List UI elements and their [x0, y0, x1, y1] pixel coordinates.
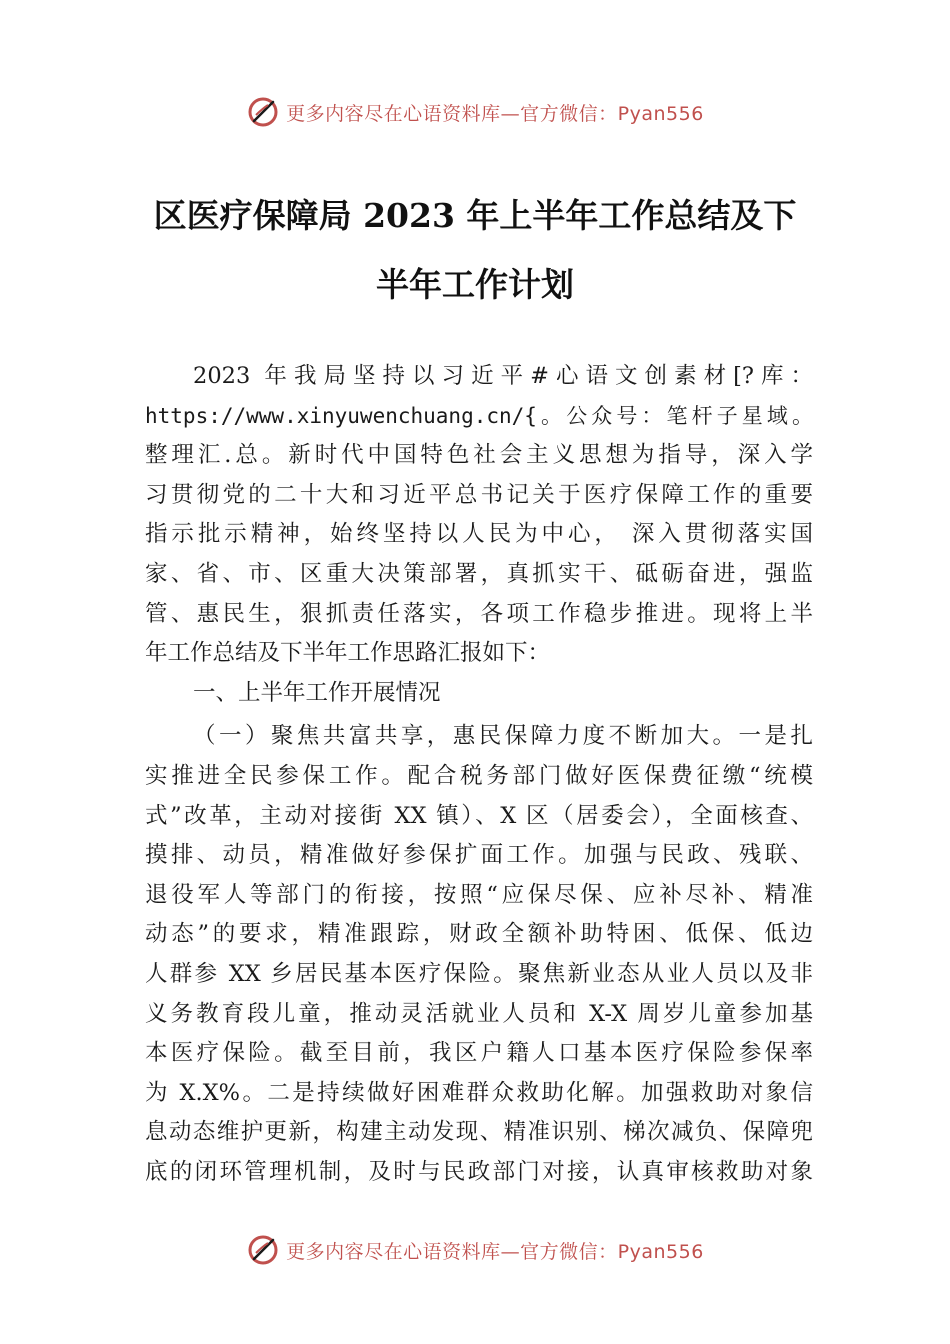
paragraph-line: 实推进全民参保工作。配合税务部门做好医保费征缴“统模: [145, 762, 813, 789]
pen-logo-icon: [246, 95, 280, 129]
wechat-id: Pyan556: [617, 102, 704, 125]
document-title-line1: 区医疗保障局 2023 年上半年工作总结及下: [153, 196, 797, 235]
watermark-banner-top: [0, 92, 950, 132]
paragraph-line: 2023 年我局坚持以习近平#心语文创素材[?库：: [193, 363, 813, 389]
paragraph-line: 底的闭环管理机制，及时与民政部门对接，认真审核救助对象: [145, 1158, 813, 1185]
document-title-line2: 半年工作计划: [376, 265, 574, 304]
paragraph-line: （一）聚焦共富共享，惠民保障力度不断加大。一是扎: [193, 723, 813, 750]
paragraph-line: https://www.xinyuwenchuang.cn/{。公众号：笔杆子星域。: [145, 403, 813, 428]
paragraph-line: 式”改革，主动对接街 XX 镇）、X 区（居委会），全面核查、: [145, 802, 813, 829]
paragraph-line: 整理汇.总。新时代中国特色社会主义思想为指导，深入学: [145, 442, 813, 469]
paragraph-line: 退役军人等部门的衔接，按照“应保尽保、应补尽补、精准: [145, 881, 813, 908]
document-body: [145, 357, 813, 1192]
paragraph-line: 摸排、动员，精准做好参保扩面工作。加强与民政、残联、: [145, 842, 813, 869]
watermark-banner-bottom: [0, 1230, 950, 1270]
paragraph-line: 本医疗保险。截至目前，我区户籍人口基本医疗保险参保率: [145, 1040, 813, 1067]
watermark-text: 更多内容尽在心语资料库—官方微信：Pyan556: [286, 102, 704, 125]
paragraph-line: 动态”的要求，精准跟踪，财政全额补助特困、低保、低边: [145, 921, 813, 948]
paragraph-line: 息动态维护更新，构建主动发现、精准识别、梯次减负、保障兜: [145, 1119, 813, 1146]
watermark-text: 更多内容尽在心语资料库—官方微信：Pyan556: [286, 1240, 704, 1263]
paragraph-line: 家、省、市、区重大决策部署，真抓实干、砥砺奋进，强监: [145, 560, 813, 587]
section-heading: 一、上半年工作开展情况: [193, 679, 441, 706]
wechat-id: Pyan556: [617, 1240, 704, 1263]
paragraph-line: 管、惠民生，狠抓责任落实，各项工作稳步推进。现将上半: [145, 600, 813, 627]
paragraph-line: 习贯彻党的二十大和习近平总书记关于医疗保障工作的重要: [145, 481, 813, 508]
pen-logo-icon: [246, 1233, 280, 1267]
paragraph-line: 为 X.X%。二是持续做好困难群众救助化解。加强救助对象信: [145, 1079, 813, 1106]
paragraph-line: 人群参 XX 乡居民基本医疗保险。聚焦新业态从业人员以及非: [145, 960, 813, 987]
paragraph-line: 义务教育段儿童，推动灵活就业人员和 X-X 周岁儿童参加基: [145, 1000, 813, 1027]
paragraph-line: 年工作总结及下半年工作思路汇报如下：: [145, 640, 551, 667]
paragraph-line: 指示批示精神，始终坚持以人民为中心， 深入贯彻落实国: [145, 521, 813, 548]
